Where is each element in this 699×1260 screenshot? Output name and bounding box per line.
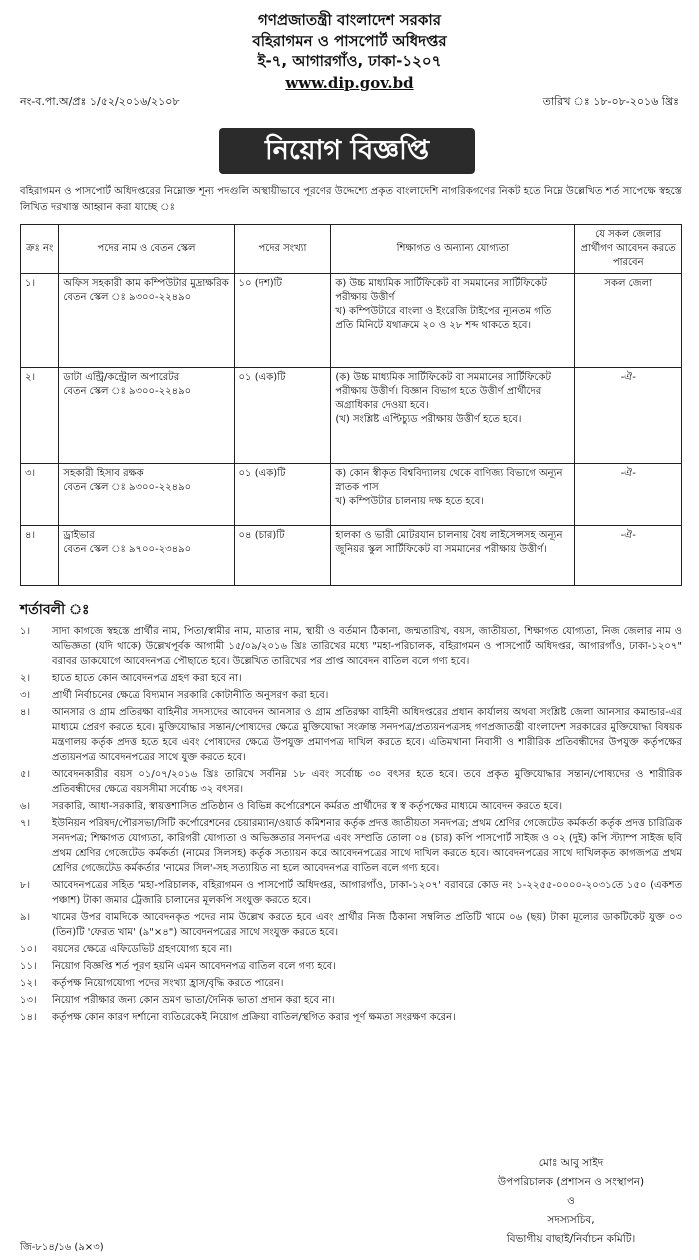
header-serial: ক্রঃ নং [21, 225, 59, 274]
reference-number: নং-ব.পা.অ/প্রঃ ১/৫২/২০১৬/২১০৮ [20, 95, 180, 108]
header-address: ই-৭, আগারগাঁও, ঢাকা-১২০৭ [257, 52, 442, 70]
header-qualification: শিক্ষাগত ও অন্যান্য যোগ্যতা [331, 225, 575, 274]
cell-serial: ১। [21, 274, 59, 368]
condition-item [20, 942, 682, 957]
condition-text: আবেদনপত্রের সহিত 'মহা-পরিচালক, বহিরাগমন ও পাসপোর্ট অধিদপ্তর, আগারগাঁও, ঢাকা-১২০৭' বরাবরে কোড নং ১-২২৫৫-০০০০-২০৩১তে ১৫০ (একশত পঞ্চাশ) টাকা জমার ট্রেজারি চালানের মূলকপি সংযুক্ত করতে হবে। [52, 880, 682, 906]
cell-serial: ৪। [21, 526, 59, 586]
cell-districts: সকল জেলা [575, 274, 682, 368]
intro-paragraph: বহিরাগমন ও পাসপোর্ট অধিদপ্তরের নিম্নোক্ত শূন্য পদগুলি অস্থায়ীভাবে পূরণের উদ্দেশ্যে প্রকৃত বাংলাদেশি নাগরিকগণের নিকট হতে নিম্নে উল্লেখিত শর্ত সাপেক্ষে স্বহস্তে লিখিত দরখাস্ত আহ্বান করা যাচ্ছে ঃ [20, 186, 682, 213]
condition-number: ১৪। [20, 1012, 37, 1023]
table-header-row [21, 225, 682, 274]
cell-count: ০৪ (চার)টি [234, 526, 331, 586]
signature-block [456, 1154, 686, 1249]
cell-count: ১০ (দশ)টি [234, 274, 331, 368]
post-name: সহকারী হিসাব রক্ষক [63, 468, 144, 479]
cell-serial: ২। [21, 368, 59, 464]
pay-scale: বেতন স্কেল ঃ ৯৩০০-২২৪৯০ [63, 292, 192, 303]
cell-qualification: ক) কোন স্বীকৃত বিশ্ববিদ্যালয় থেকে বাণিজ্য বিভাগে অন্যূন স্নাতক পাস খ) কম্পিউটার চালনায় দক্ষ হতে হবে। [331, 464, 575, 526]
cell-post [59, 274, 234, 368]
condition-item [20, 976, 682, 991]
condition-item [20, 959, 682, 974]
condition-number: ৯। [20, 912, 31, 923]
pay-scale: বেতন স্কেল ঃ ৯৭০০-২৩৪৯০ [63, 544, 192, 555]
header-districts: যে সকল জেলার প্রার্থীগণ আবেদন করতে পারবেন [575, 225, 682, 274]
condition-item [20, 993, 682, 1008]
signatory-designation: উপপরিচালক (প্রশাসন ও সংস্থাপন) [497, 1176, 645, 1188]
condition-item [20, 1010, 682, 1025]
condition-text: কর্তৃপক্ষ নিয়োগযোগ্য পদের সংখ্যা হ্রাস/বৃদ্ধি করতে পারেন। [52, 978, 284, 989]
cell-qualification: (ক) উচ্চ মাধ্যমিক সার্টিফিকেট বা সমমানের সার্টিফিকেট পরীক্ষায় উত্তীর্ণ। বিজ্ঞান বিভাগ হতে উত্তীর্ণ প্রার্থীদের অগ্রাধিকার দেওয়া হবে। (খ) সংশ্লিষ্ট এপ্টিচ্যুড পরীক্ষায় উত্তীর্ণ হতে হবে। [331, 368, 575, 464]
header-count: পদের সংখ্যা [234, 225, 331, 274]
post-name: ডাটা এন্ট্রি/কন্ট্রোল অপারেটর [63, 372, 180, 383]
condition-item [20, 878, 682, 908]
condition-number: ১১। [20, 961, 37, 972]
cell-districts: -ঐ- [575, 526, 682, 586]
condition-text: ইউনিয়ন পরিষদ/পৌরসভা/সিটি কর্পোরেশনের চেয়ারম্যান/ওয়ার্ড কমিশনার কর্তৃক প্রদত্ত জাতীয়তা সনদপত্র; প্রথম শ্রেণির গেজেটেড কর্মকর্তা কর্তৃক প্রদত্ত চারিত্রিক সনদপত্র; শিক্ষাগত যোগ্যতা, কারিগরী যোগ্যতা ও অভিজ্ঞতার সনদপত্র এবং সম্প্রতি তোলা ০৪ (চার) কপি পাসপোর্ট সাইজ ও ০২ (দুই) কপি স্ট্যাম্প সাইজ ছবি প্রথম শ্রেণির গেজেটেড কর্মকর্তা (নামের সিলসহ) কর্তৃক সত্যায়ন করে আবেদনপত্রের সাথে দাখিল করতে হবে। আবেদনপত্রের সাথে দাখিলকৃত কাগজপত্র প্রথম শ্রেণির গেজেটেড কর্মকর্তার 'নামের সিল'-সহ সত্যায়িত না হলে আবেদনপত্র বাতিল বলে গণ্য হবে। [52, 818, 682, 874]
condition-text: খামের উপর বামদিকে আবেদনকৃত পদের নাম উল্লেখ করতে হবে এবং প্রার্থীর নিজ ঠিকানা সম্বলিত প্রতিটি খামে ০৬ (ছয়) টাকা মূল্যের ডাকটিকেট যুক্ত ০৩ (তিন)টি 'ফেরত খাম' (৯"×৪") আবেদনপত্রের সাথে সংযুক্ত করতে হবে। [52, 912, 682, 938]
condition-text: সাদা কাগজে স্বহস্তে প্রার্থীর নাম, পিতা/স্বামীর নাম, মাতার নাম, স্থায়ী ও বর্তমান ঠিকানা, জন্মতারিখ, বয়স, জাতীয়তা, শিক্ষাগত যোগ্যতা, নিজ জেলার নাম ও অভিজ্ঞতা (যদি থাকে) উল্লেখপূর্বক আগামী ১৫/০৯/২০১৬ খ্রিঃ তারিখের মধ্যে "মহা-পরিচালক, বহিরাগমন ও পাসপোর্ট অধিদপ্তর, আগারগাঁও, ঢাকা-১২০৭" বরাবর ডাকযোগে আবেদনপত্র পৌছাতে হবে। উল্লেখিত তারিখের পর প্রাপ্ত আবেদন বাতিল বলে গণ্য হবে। [52, 626, 682, 667]
condition-number: ১০। [20, 944, 37, 955]
condition-number: ৬। [20, 801, 31, 812]
condition-item [20, 671, 682, 686]
condition-number: ৩। [20, 690, 31, 701]
condition-number: ১৩। [20, 995, 37, 1006]
condition-item [20, 624, 682, 669]
table-row [21, 274, 682, 368]
header-govt: গণপ্রজাতন্ত্রী বাংলাদেশ সরকার [258, 11, 441, 29]
notice-title: নিয়োগ বিজ্ঞপ্তি [219, 128, 475, 174]
signatory-role: সদস্যসচিব, [547, 1214, 595, 1226]
cell-serial: ৩। [21, 464, 59, 526]
condition-item [20, 688, 682, 703]
notice-date: তারিখ ঃ ১৮-০৮-২০১৬ খ্রিঃ [542, 95, 679, 108]
signatory-committee: বিভাগীয় বাছাই/নির্বাচন কমিটি। [506, 1233, 636, 1245]
signatory-name: মোঃ আবু সাইদ [538, 1157, 604, 1169]
header-department: বহিরাগমন ও পাসপোর্ট অধিদপ্তর [252, 32, 447, 50]
condition-item [20, 767, 682, 797]
condition-item [20, 799, 682, 814]
conditions-heading: শর্তাবলী ঃ [20, 602, 90, 618]
post-name: অফিস সহকারী কাম কম্পিউটার মুদ্রাক্ষরিক [63, 278, 229, 289]
cell-districts: -ঐ- [575, 368, 682, 464]
vacancy-table [20, 224, 682, 586]
cell-districts: -ঐ- [575, 464, 682, 526]
condition-text: প্রার্থী নির্বাচনের ক্ষেত্রে বিদ্যমান সরকারি কোটানীতি অনুসরণ করা হবে। [52, 690, 329, 701]
cell-post [59, 368, 234, 464]
cell-qualification: হালকা ও ভারী মোটরযান চালনায় বৈধ লাইসেন্সসহ অন্যূন জুনিয়র স্কুল সার্টিফিকেট বা সমমানের পরীক্ষায় উত্তীর্ণ। [331, 526, 575, 586]
condition-number: ২। [20, 673, 31, 684]
condition-text: বয়সের ক্ষেত্রে এফিডেভিট গ্রহণযোগ্য হবে না। [52, 944, 233, 955]
table-row [21, 464, 682, 526]
signatory-and: ও [567, 1195, 575, 1207]
condition-number: ৮। [20, 880, 31, 891]
header-website-link[interactable]: www.dip.gov.bd [285, 74, 414, 92]
header-post: পদের নাম ও বেতন স্কেল [59, 225, 234, 274]
condition-item [20, 705, 682, 765]
post-name: ড্রাইভার [63, 530, 95, 541]
condition-number: ৭। [20, 818, 31, 829]
condition-text: সরকারি, আধা-সরকারি, স্বায়ত্তশাসিত প্রতিষ্ঠান ও বিভিন্ন কর্পোরেশনে কর্মরত প্রার্থীদের স্ব স্ব কর্তৃপক্ষের মাধ্যমে আবেদন করতে হবে। [52, 801, 563, 812]
condition-item [20, 816, 682, 876]
cell-qualification: ক) উচ্চ মাধ্যমিক সার্টিফিকেট বা সমমানের সার্টিফিকেট পরীক্ষায় উত্তীর্ণ খ) কম্পিউটারে বাংলা ও ইংরেজি টাইপের ন্যূনতম গতি প্রতি মিনিটে যথাক্রমে ২০ ও ২৮ শব্দ থাকতে হবে। [331, 274, 575, 368]
cell-post [59, 526, 234, 586]
cell-post [59, 464, 234, 526]
condition-text: নিয়োগ পরীক্ষার জন্য কোন ভ্রমণ ভাতা/দৈনিক ভাতা প্রদান করা হবে না। [52, 995, 335, 1006]
conditions-list [20, 624, 682, 1027]
condition-text: নিয়োগ বিজ্ঞপ্তি শর্ত পূরণ হয়নি এমন আবেদনপত্র বাতিল বলে গণ্য হবে। [52, 961, 336, 972]
table-row [21, 368, 682, 464]
pay-scale: বেতন স্কেল ঃ ৯৩০০-২২৪৯০ [63, 386, 192, 397]
condition-number: ১২। [20, 978, 37, 989]
condition-text: কর্তৃপক্ষ কোন কারণ দর্শানো ব্যতিরেকেই নিয়োগ প্রক্রিয়া বাতিল/স্থগিত করার পূর্ণ ক্ষমতা সংরক্ষণ করেন। [52, 1012, 456, 1023]
condition-number: ৪। [20, 707, 31, 718]
table-row [21, 526, 682, 586]
condition-text: হাতে হাতে কোন আবেদনপত্র গ্রহণ করা হবে না। [52, 673, 242, 684]
condition-text: আবেদনকারীর বয়স ০১/০৭/২০১৬ খ্রিঃ তারিখে সর্বনিম্ন ১৮ এবং সর্বোচ্চ ৩০ বৎসর হতে হবে। তবে প্রকৃত মুক্তিযোদ্ধার সন্তান/পোষ্যদের ও শারীরিক প্রতিবন্ধীদের ক্ষেত্রে বয়সসীমা সর্বোচ্চ ৩২ বৎসর। [52, 769, 682, 795]
cell-count: ০১ (এক)টি [234, 368, 331, 464]
condition-text: আনসার ও গ্রাম প্রতিরক্ষা বাহিনীর সদস্যদের আবেদন আনসার ও গ্রাম প্রতিরক্ষা বাহিনী অধিদপ্তরের প্রধান কার্যালয় অথবা সংশ্লিষ্ট জেলা আনসার কমান্ডার-এর মাধ্যমে প্রেরণ করতে হবে। মুক্তিযোদ্ধার সন্তান/পোষ্যদের ক্ষেত্রে মুক্তিযোদ্ধা সংক্রান্ত সনদপত্র/প্রত্যয়নপত্রসহ গণপ্রজাতন্ত্রী বাংলাদেশ সরকারের মুক্তিযোদ্ধা বিষয়ক মন্ত্রণালয় কর্তৃক প্রদত্ত হতে হবে এবং পোষ্যদের ক্ষেত্রে উপযুক্ত প্রমাণপত্র দাখিল করতে হবে। এতিমখানা নিবাসী ও শারীরিক প্রতিবন্ধীদের উপযুক্ত কর্তৃপক্ষের প্রত্যয়নপত্র আবেদনপত্রের সাথে যুক্ত করতে হবে। [52, 707, 682, 763]
condition-number: ১। [20, 626, 31, 637]
pay-scale: বেতন স্কেল ঃ ৯৩০০-২২৪৯০ [63, 482, 192, 493]
condition-number: ৫। [20, 769, 31, 780]
footer-code: জি-৮১৪/১৬ (৯×৩) [20, 1242, 104, 1253]
condition-item [20, 910, 682, 940]
cell-count: ০১ (এক)টি [234, 464, 331, 526]
